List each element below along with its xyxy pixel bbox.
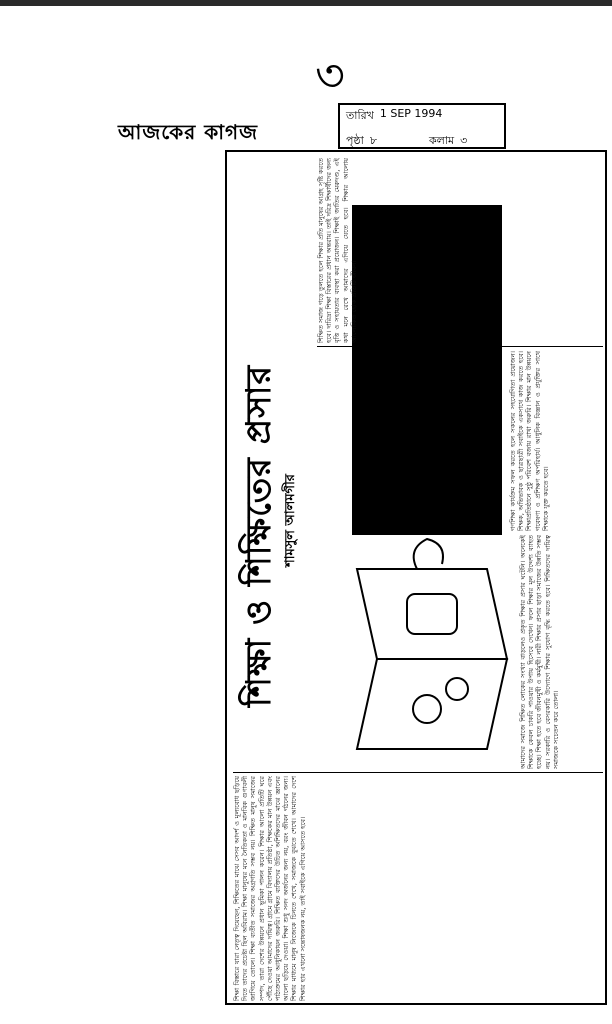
article-column-3: গণশিক্ষা কার্যক্রম সফল করতে হলে সকলের সহযোগিতা প্রয়োজন। শিক্ষক, অভিভাবক ও ছাত্রছাত্রী সবাইকে একসাথে কাজ করতে হবে। শিক্ষাপ্রতিষ্ঠানে সুষ্ঠু পরিবেশ বজায় রাখা জরুরি। শিক্ষার মান উন্নয়নে গবেষণা ও প্রশিক্ষণ অপরিহার্য। আধুনিক বিজ্ঞান ও প্রযুক্তির সাথে শিক্ষাকে যুক্ত করতে হবে। (509, 351, 550, 531)
paper-top-edge (0, 0, 612, 40)
article-column-1: শিক্ষা বিস্তারে যারা নেতৃত্ব দিয়েছেন, শিক্ষিতের মাঝে সেসব আদর্শ ও মূল্যবোধ ছড়িয়ে দিতে তাদের প্রচেষ্টা ছিল অবিরাম। শিক্ষা মানুষের মনে নৈতিকতা ও মানবিক গুণাবলী জাগিয়ে তোলে। শিক্ষা ব্যতীত সমাজের অগ্রগতি সম্ভব নয়। শিক্ষিত মানুষ সমাজের সম্পদ, তারা দেশের উন্নয়নে প্রধান ভূমিকা পালন করেন। শিক্ষার আলো প্রতিটি ঘরে পৌঁছে দেওয়া আমাদের দায়িত্ব। গ্রামে গ্রামে বিদ্যালয় প্রতিষ্ঠা, শিক্ষকের মান উন্নয়ন এবং পাঠ্যক্রমের আধুনিকায়ন জরুরি। শিক্ষিত ব্যক্তিদের উচিত অশিক্ষিতদের মাঝে জ্ঞানের আলো ছড়িয়ে দেওয়া। শিক্ষা শুধু সনদ অর্জনের জন্য নয়, বরং জীবন গঠনের জন্য। শিক্ষার মাধ্যমে মানুষ নিজেকে চিনতে শেখে, সমাজকে বুঝতে শেখে। আমাদের দেশে শিক্ষার হার এখনো সন্তোষজনক নয়, তাই সবাইকে এগিয়ে আসতে হবে। (233, 776, 307, 1001)
article-column-4: শিক্ষিত সমাজ গড়ে তুলতে হলে শিক্ষার প্রতি মানুষের আগ্রহ সৃষ্টি করতে হবে। দারিদ্র্য শিক্ষা বিস্তারের প্রধান অন্তরায়। তাই দরিদ্র শিক্ষার্থীদের জন্য বৃত্তি ও সহায়তার ব্যবস্থা করা প্রয়োজন। শিক্ষাই জাতির মেরুদণ্ড, এই কথা মনে রেখে আমাদের এগিয়ে যেতে হবে। শিক্ষার আলোয় আলোকিত হোক প্রতিটি জীবন। (317, 158, 358, 343)
column-divider (233, 772, 603, 773)
page-value: ৮ (369, 134, 377, 147)
date-label: তারিখ (346, 109, 374, 122)
date-stamp (338, 103, 506, 149)
newspaper-clipping (225, 150, 607, 1005)
rotated-article (227, 152, 607, 1005)
date-value: 1 SEP 1994 (379, 107, 443, 120)
column-divider (317, 346, 603, 347)
column-value: ৩ (460, 134, 468, 147)
page-label: পৃষ্ঠা (346, 134, 364, 147)
article-title: শিক্ষা ও শিক্ষিতের প্রসার (239, 364, 279, 707)
article-column-2: আমাদের সমাজে শিক্ষিত লোকের সংখ্যা বাড়লেও প্রকৃত শিক্ষার প্রসার ঘটেনি। অনেকেই শিক্ষাকে কেবল চাকরি পাওয়ার উপায় হিসেবে দেখেন। ফলে শিক্ষার মূল উদ্দেশ্য ব্যাহত হচ্ছে। শিক্ষা হতে হবে জীবনমুখী ও কর্মমুখী। নারী শিক্ষার প্রসার ছাড়া সমাজের উন্নতি সম্ভব নয়। সরকারি ও বেসরকারি উদ্যোগে শিক্ষার সুযোগ বৃদ্ধি করতে হবে। শিক্ষিতদের দায়িত্ব সমাজকে সচেতন করে তোলা। (519, 535, 560, 769)
article-author: শামসুল আলমগীর (283, 474, 298, 567)
column-label: কলাম (428, 134, 455, 147)
book-illustration (317, 533, 517, 769)
newspaper-masthead: আজকের কাগজ (118, 120, 259, 144)
handwritten-number: ৩ (315, 48, 345, 102)
